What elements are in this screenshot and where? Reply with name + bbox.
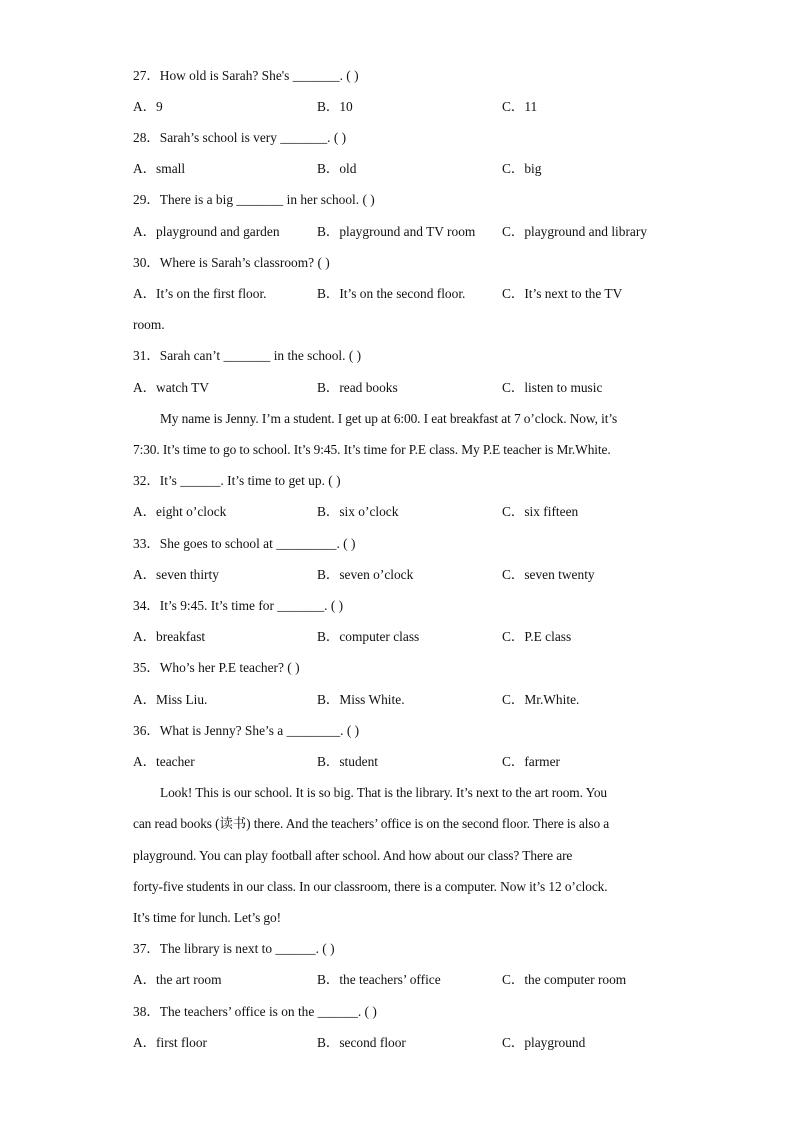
- options-28: [133, 159, 663, 179]
- option-a[interactable]: A．the art room: [133, 972, 222, 987]
- option-c[interactable]: C．seven twenty: [502, 567, 595, 582]
- question-38: 38．The teachers’ office is on the ______. ( ): [133, 1004, 377, 1019]
- option-b[interactable]: B．Miss White.: [317, 692, 405, 707]
- passage-1-line-2: 7:30. It’s time to go to school. It’s 9:45. It’s time for P.E class. My P.E teacher is Mr.White.: [133, 442, 611, 457]
- option-c-continuation: room.: [133, 317, 165, 332]
- option-b[interactable]: B．computer class: [317, 629, 420, 644]
- option-b[interactable]: B．the teachers’ office: [317, 972, 441, 987]
- options-30: [133, 284, 663, 304]
- option-c[interactable]: C．It’s next to the TV: [502, 286, 623, 301]
- options-29: [133, 222, 663, 242]
- option-b[interactable]: B．read books: [317, 380, 398, 395]
- option-b[interactable]: B．10: [317, 99, 353, 114]
- option-a[interactable]: A．Miss Liu.: [133, 692, 208, 707]
- option-a[interactable]: A．playground and garden: [133, 224, 280, 239]
- option-b[interactable]: B．It’s on the second floor.: [317, 286, 466, 301]
- option-b[interactable]: B．old: [317, 161, 357, 176]
- option-b[interactable]: B．playground and TV room: [317, 224, 476, 239]
- option-c[interactable]: C．the computer room: [502, 972, 627, 987]
- options-37: [133, 970, 663, 990]
- question-28: 28．Sarah’s school is very _______. ( ): [133, 130, 347, 145]
- option-a[interactable]: A．teacher: [133, 754, 195, 769]
- option-c[interactable]: C．P.E class: [502, 629, 572, 644]
- question-32: 32．It’s ______. It’s time to get up. ( ): [133, 473, 341, 488]
- options-36: [133, 752, 663, 772]
- question-35: 35．Who’s her P.E teacher? ( ): [133, 660, 300, 675]
- passage-2-line-2: can read books (读书) there. And the teachers’ office is on the second floor. There is also a: [133, 816, 610, 831]
- options-35: [133, 690, 663, 710]
- options-33: [133, 565, 663, 585]
- option-a[interactable]: A．breakfast: [133, 629, 206, 644]
- option-a[interactable]: A．eight o’clock: [133, 504, 227, 519]
- question-33: 33．She goes to school at _________. ( ): [133, 536, 356, 551]
- option-a[interactable]: A．It’s on the first floor.: [133, 286, 267, 301]
- option-b[interactable]: B．student: [317, 754, 379, 769]
- option-a[interactable]: A．first floor: [133, 1035, 208, 1050]
- question-34: 34．It’s 9:45. It’s time for _______. ( ): [133, 598, 344, 613]
- options-32: [133, 502, 663, 522]
- option-a[interactable]: A．small: [133, 161, 186, 176]
- options-31: [133, 378, 663, 398]
- question-31: 31．Sarah can’t _______ in the school. ( ): [133, 348, 362, 363]
- option-a[interactable]: A．seven thirty: [133, 567, 219, 582]
- option-b[interactable]: B．seven o’clock: [317, 567, 414, 582]
- option-a[interactable]: A．watch TV: [133, 380, 209, 395]
- question-30: 30．Where is Sarah’s classroom? ( ): [133, 255, 330, 270]
- option-b[interactable]: B．second floor: [317, 1035, 406, 1050]
- question-37: 37．The library is next to ______. ( ): [133, 941, 335, 956]
- option-c[interactable]: C．listen to music: [502, 380, 603, 395]
- passage-1-line-1: My name is Jenny. I’m a student. I get up at 6:00. I eat breakfast at 7 o’clock. Now, it’s: [160, 411, 618, 426]
- option-c[interactable]: C．playground and library: [502, 224, 648, 239]
- option-c[interactable]: C．six fifteen: [502, 504, 579, 519]
- option-c[interactable]: C．11: [502, 99, 538, 114]
- options-27: [133, 97, 663, 117]
- passage-2-line-3: playground. You can play football after school. And how about our class? There are: [133, 848, 573, 863]
- question-27: 27．How old is Sarah? She's _______. ( ): [133, 68, 359, 83]
- options-34: [133, 627, 663, 647]
- question-36: 36．What is Jenny? She’s a ________. ( ): [133, 723, 360, 738]
- passage-2-line-4: forty-five students in our class. In our classroom, there is a computer. Now it’s 12 o’clock.: [133, 879, 608, 894]
- option-c[interactable]: C．big: [502, 161, 542, 176]
- question-29: 29．There is a big _______ in her school. ( ): [133, 192, 375, 207]
- option-a[interactable]: A．9: [133, 99, 163, 114]
- option-c[interactable]: C．playground: [502, 1035, 586, 1050]
- passage-2-line-5: It’s time for lunch. Let’s go!: [133, 910, 281, 925]
- option-c[interactable]: C．farmer: [502, 754, 561, 769]
- passage-2-line-1: Look! This is our school. It is so big. That is the library. It’s next to the art room. You: [160, 785, 608, 800]
- option-b[interactable]: B．six o’clock: [317, 504, 399, 519]
- option-c[interactable]: C．Mr.White.: [502, 692, 580, 707]
- options-38: [133, 1033, 663, 1053]
